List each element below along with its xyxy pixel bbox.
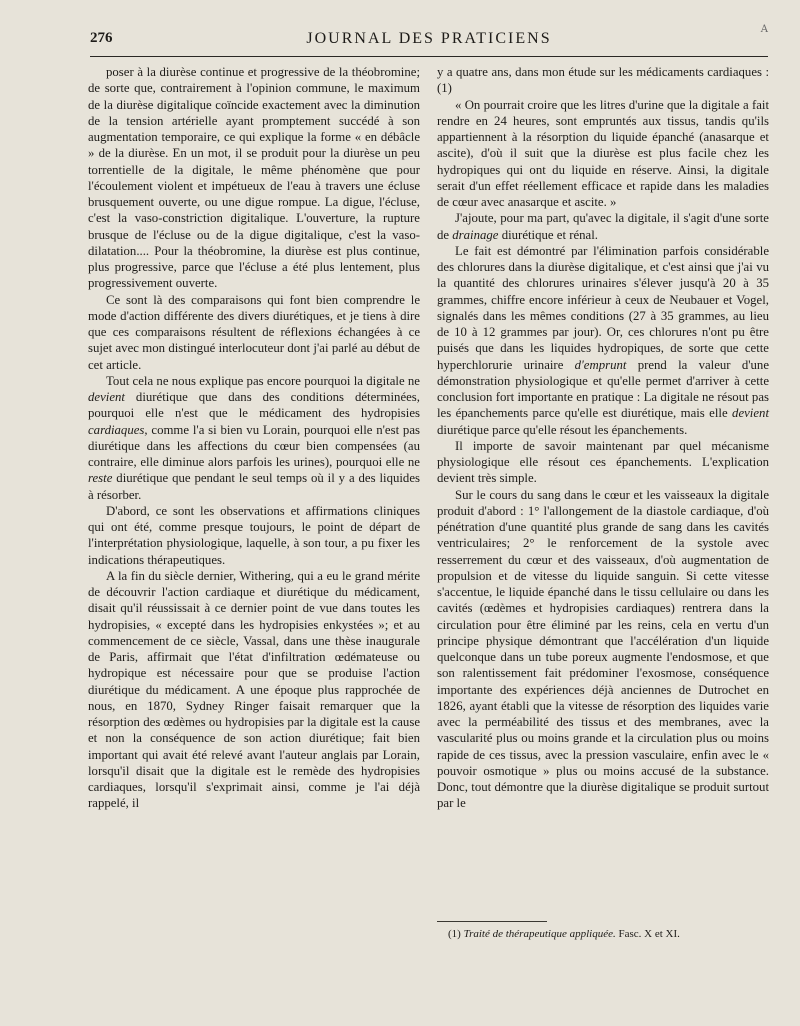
paragraph xyxy=(437,64,769,97)
paragraph xyxy=(88,503,420,568)
text-run: Sur le cours du sang dans le cœur et les vaisseaux la digitale produit d'abord : 1° l'allongement de la diastole cardiaque, d'où pénétration d'une quantité plus grande de sang dans les cavités ventriculaires; 2° le renforcement de la systole avec resserrement du cœur et des vaisseaux, d'où augmentation de propulsion et de vitesse du liquide sanguin. Si cette vitesse s'accentue, le liquide épanché dans le tissu cellulaire ou dans les cavités (œdèmes et hydropisies cardiaques) rentrera dans la circulation pour être éliminé par les reins, cela en vertu d'un principe physique démontrant que l'accélération d'un liquide quelconque dans un tube poreux augmente l'endosmose, et que son ralentissement fait prédominer l'exosmose, conséquence importante des expériences déjà anciennes de Dutrochet en 1826, ayant établi que la vitesse de résorption des liquides varie avec la perméabilité des tissus et des membranes, avec la vascularité plus ou moins grande et la circulation plus ou moins rapide de ces tissus, avec la pression vasculaire, enfin avec le « pouvoir osmotique » plus ou moins accusé de la substance. Donc, tout démontre que la diurèse digitalique se produit surtout par le xyxy=(437,487,769,811)
text-run: Tout cela ne nous explique pas encore pourquoi la digitale ne xyxy=(106,373,420,388)
paragraph xyxy=(88,292,420,373)
paragraph xyxy=(437,97,769,211)
footnote-rule xyxy=(437,921,547,922)
footnote-marker: (1) xyxy=(448,928,461,940)
text-run: Ce sont là des comparaisons qui font bien comprendre le mode d'action différente des divers diurétiques, et je tiens à dire que ces comparaisons résultent de réflexions échangées à ce sujet avec mon distingué interlocuteur dont j'ai parlé au début de cet article. xyxy=(88,292,420,372)
page-number: 276 xyxy=(90,30,113,46)
corner-mark: A xyxy=(760,24,768,35)
text-run: Il importe de savoir maintenant par quel mécanisme physiologique elle résout ces épanchements. L'explication devient très simple. xyxy=(437,438,769,486)
text-run: diurétique que pendant le seul temps où il y a des liquides à résorber. xyxy=(88,471,420,502)
text-run: diurétique que dans des conditions déterminées, pourquoi elle n'est que le médicament des hydropisies xyxy=(88,390,420,421)
footnote xyxy=(448,928,768,941)
journal-title: JOURNAL DES PRATICIENS xyxy=(306,30,552,47)
text-run: , comme l'a si bien vu Lorain, pourquoi elle n'est pas diurétique dans les affections du cœur bien compensées (au contraire, elle diminue alors parfois les urines), pourquoi elle ne xyxy=(88,422,420,469)
italic-text: devient xyxy=(732,406,769,421)
text-run: diurétique et rénal. xyxy=(498,227,598,242)
paragraph xyxy=(88,64,420,292)
paragraph xyxy=(437,243,769,438)
text-run: poser à la diurèse continue et progressive de la théobromine; de sorte que, contrairement à l'opinion commune, le maximum de la diurèse digitalique coïncide exactement avec la diminution de la tension artérielle ayant promptement succédé à son augmentation temporaire, ce qui explique la forme « en débâcle » de la diurèse. En un mot, il se produit pour la diurèse un peu torrentielle de la digitale, le même phénomène que pour l'écoulement violent et impétueux de l'eau à travers une écluse brusquement ouverte, ou une digue rompue. La digue, l'écluse, c'est la vaso-constriction digitalique. L'ouverture, la rupture brusque de l'écluse ou de la digue digitalique, c'est la vaso-dilatation.... Pour la théobromine, la diurèse est plus continue, plus progressive, parce que l'écluse a été plus lentement, plus progressivement ouverte. xyxy=(88,65,420,291)
text-run: « On pourrait croire que les litres d'urine que la digitale a fait rendre en 24 heures, sont empruntés aux tissus, tandis qu'ils appartiennent à la résorption du liquide épanché (anasarque et ascite), d'où il suit que la diurèse est plus facile chez les hydropiques qui ont du liquide en réserve. Ainsi, la digitale serait d'un effet réellement efficace et rapide dans les maladies de cœur avec anasarque et ascite. » xyxy=(437,97,769,209)
italic-text: reste xyxy=(88,471,113,486)
paragraph xyxy=(88,373,420,503)
text-run: y a quatre ans, dans mon étude sur les médicaments cardiaques : (1) xyxy=(437,65,769,96)
left-column xyxy=(88,64,420,812)
text-run: diurétique parce qu'elle résout les épanchements. xyxy=(437,422,688,437)
text-run: A la fin du siècle dernier, Withering, qui a eu le grand mérite de découvrir l'action cardiaque et diurétique du médicament, disait qu'il réussissait à ce dernier point de vue dans toutes les hydropisies, « excepté dans les hydropisies enkystées »; et au commencement de ce siècle, Vassal, dans une thèse inaugurale de Paris, affirmait que l'état d'infiltration œdémateuse ou hydropique est nécessaire pour que se produise l'action diurétique du médicament. A une époque plus rapprochée de nous, en 1870, Sydney Ringer faisait remarquer que la résorption des œdèmes ou hydropisies par la digitale est la cause et non la conséquence de son action diurétique; fait bien important qui avait été relevé avant l'auteur anglais par Lorain, lorsqu'il disait que la digitale est le remède des hydropisies cardiaques, lorsqu'il s'exprimait ainsi, comme je l'ai déjà rappelé, il xyxy=(88,568,420,811)
italic-text: d'emprunt xyxy=(574,357,627,372)
text-run: Le fait est démontré par l'élimination parfois considérable des chlorures dans la diurèse digitalique, et c'est ainsi que j'ai vu la quantité des chlorures urinaires s'élever jusqu'à 20 à 35 grammes, chiffre encore inférieur à ceux de Neubauer et Vogel, signalés dans les mêmes conditions (27 à 35 grammes, au lieu de 10 à 12 grammes par jour). Or, ces chlorures n'ont pu être puisés que dans les liquides hydropiques, de sorte que cette hyperchlorurie urinaire xyxy=(437,243,769,372)
paragraph xyxy=(88,568,420,812)
italic-text: drainage xyxy=(452,227,499,242)
paragraph xyxy=(437,487,769,812)
paragraph xyxy=(437,438,769,487)
footnote-title: Traité de thérapeutique appliquée. xyxy=(463,928,616,940)
text-run: prend la valeur d'une démonstration physiologique et qu'elle permet d'arriver à cette conclusion fort importante en pratique : La digitale ne résout pas les épanchements parce qu'elle est diurétique, mais elle xyxy=(437,357,770,421)
paragraph xyxy=(437,210,769,243)
running-header xyxy=(90,22,768,57)
italic-text: cardiaques xyxy=(88,422,145,437)
right-column xyxy=(437,64,769,812)
italic-text: devient xyxy=(88,390,125,404)
footnote-reference: Fasc. X et XI. xyxy=(618,928,680,940)
text-run: D'abord, ce sont les observations et affirmations cliniques qui ont été, comme presque toujours, le point de départ de l'interprétation physiologique, laquelle, à son tour, a pu fixer les indications thérapeutiques. xyxy=(88,503,420,567)
text-run: J'ajoute, pour ma part, qu'avec la digitale, il s'agit d'une sorte de xyxy=(437,211,769,242)
